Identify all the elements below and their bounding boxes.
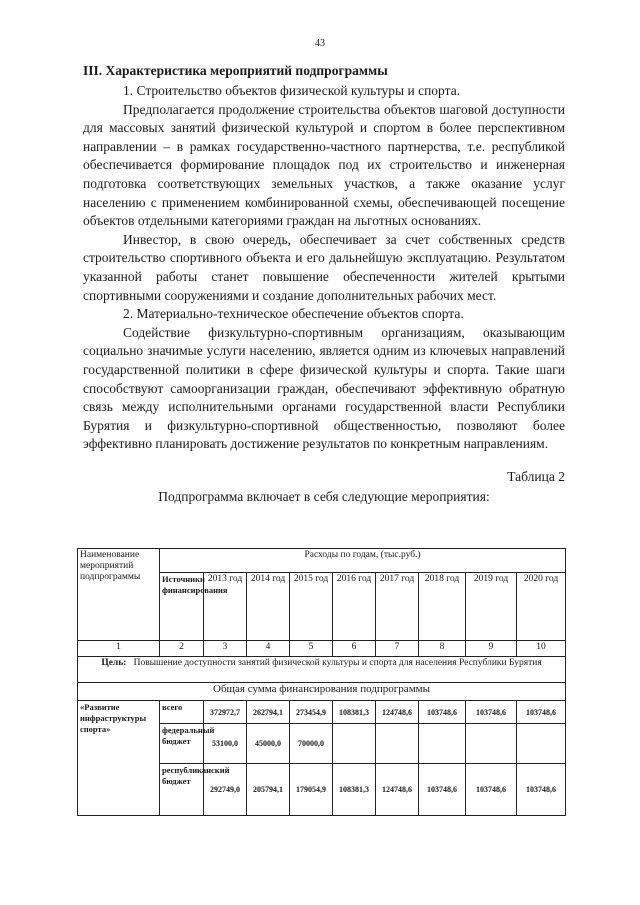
value-cell: 108381,3 (333, 764, 376, 816)
value-cell (517, 724, 566, 764)
table-caption: Подпрограмма включает в себя следующие мероприятия: (158, 488, 490, 504)
value-cell: 372972,7 (204, 701, 247, 724)
value-cell: 53100,0 (204, 724, 247, 764)
goal-text: Повышение доступности занятий физической культуры и спорта для населения Республики Бурятия (133, 658, 542, 668)
year-header: 2014 год (247, 573, 290, 641)
year-header: 2013 год (204, 573, 247, 641)
value-cell: 108381,3 (333, 701, 376, 724)
column-number: 5 (290, 641, 333, 657)
value-cell: 103748,6 (419, 701, 466, 724)
source-cell: федеральный бюджет (160, 724, 204, 764)
year-header: 2017 год (376, 573, 419, 641)
source-cell: республиканский бюджет (160, 764, 204, 816)
value-cell: 262794,1 (247, 701, 290, 724)
column-number: 1 (78, 641, 160, 657)
value-cell (466, 724, 517, 764)
column-number: 7 (376, 641, 419, 657)
value-cell: 103748,6 (466, 701, 517, 724)
value-cell: 205794,1 (247, 764, 290, 816)
column-number: 10 (517, 641, 566, 657)
section-heading: III. Характеристика мероприятий подпрограммы (83, 63, 388, 78)
column-number: 9 (466, 641, 517, 657)
paragraph: Инвестор, в свою очередь, обеспечивает за счет собственных средств строительство спортивного объекта и его дальнейшую эксплуатацию. Результатом указанной работы станет повышение обеспеченности жителей крытыми спортивными сооружениями и создание дополнительных рабочих мест. (83, 231, 565, 303)
value-cell: 103748,6 (466, 764, 517, 816)
value-cell: 179054,9 (290, 764, 333, 816)
header-source-cell: Источники финансирования (160, 573, 204, 641)
value-cell: 70000,0 (290, 724, 333, 764)
header-name-cell: Наименование мероприятий подпрограммы (78, 549, 160, 641)
column-number: 2 (160, 641, 204, 657)
funding-table (77, 548, 566, 816)
paragraph: 2. Материально-техническое обеспечение объектов спорта. (123, 306, 464, 322)
column-number: 4 (247, 641, 290, 657)
source-cell: всего (160, 701, 204, 724)
value-cell: 103748,6 (517, 701, 566, 724)
year-header: 2019 год (466, 573, 517, 641)
value-cell (419, 724, 466, 764)
column-number: 8 (419, 641, 466, 657)
program-name-cell: «Развитие инфраструктуры спорта» (78, 701, 160, 816)
paragraph: Содействие физкультурно-спортивным организациям, оказывающим социально значимые услуги населению, является одним из ключевых направлений государственной политики в сфере физической культуры и спорта. Такие шаги способствуют самоорганизации граждан, обеспечивают эффективную обратную связь между исполнительными органами государственной власти Республики Бурятия и физкультурно-спортивной общественностью, позволяют более эффективно планировать достижение результатов по конкретным направлениям. (83, 324, 565, 452)
value-cell: 124748,6 (376, 764, 419, 816)
year-header: 2016 год (333, 573, 376, 641)
page-number: 43 (315, 38, 325, 49)
goal-label: Цель: (101, 658, 127, 668)
value-cell: 103748,6 (517, 764, 566, 816)
document-body (83, 62, 565, 516)
column-number: 3 (204, 641, 247, 657)
table-label: Таблица 2 (507, 468, 565, 484)
table-row (78, 701, 566, 724)
year-header: 2020 год (517, 573, 566, 641)
value-cell: 292749,0 (204, 764, 247, 816)
year-header: 2015 год (290, 573, 333, 641)
column-number: 6 (333, 641, 376, 657)
value-cell: 103748,6 (419, 764, 466, 816)
value-cell (376, 724, 419, 764)
value-cell: 273454,9 (290, 701, 333, 724)
value-cell: 45000,0 (247, 724, 290, 764)
goal-row (78, 657, 566, 683)
value-cell (333, 724, 376, 764)
year-header: 2018 год (419, 573, 466, 641)
total-caption-row: Общая сумма финансирования подпрограммы (78, 683, 566, 701)
header-costs-cell: Расходы по годам, (тыс.руб.) (160, 549, 566, 573)
paragraph: Предполагается продолжение строительства объектов шаговой доступности для массовых занятий физической культурой и спортом в более перспективном направлении – в рамках государственно-частного партнерства, т.е. республикой обеспечивается формирование площадок под их строительство и инженерная подготовка соответствующих земельных участков, а также оказание услуг населению с применением комбинированной схемы, обеспечивающей посещение объектов отдельными категориями граждан на льготных основаниях. (83, 101, 565, 229)
value-cell: 124748,6 (376, 701, 419, 724)
paragraph: 1. Строительство объектов физической культуры и спорта. (123, 83, 461, 98)
